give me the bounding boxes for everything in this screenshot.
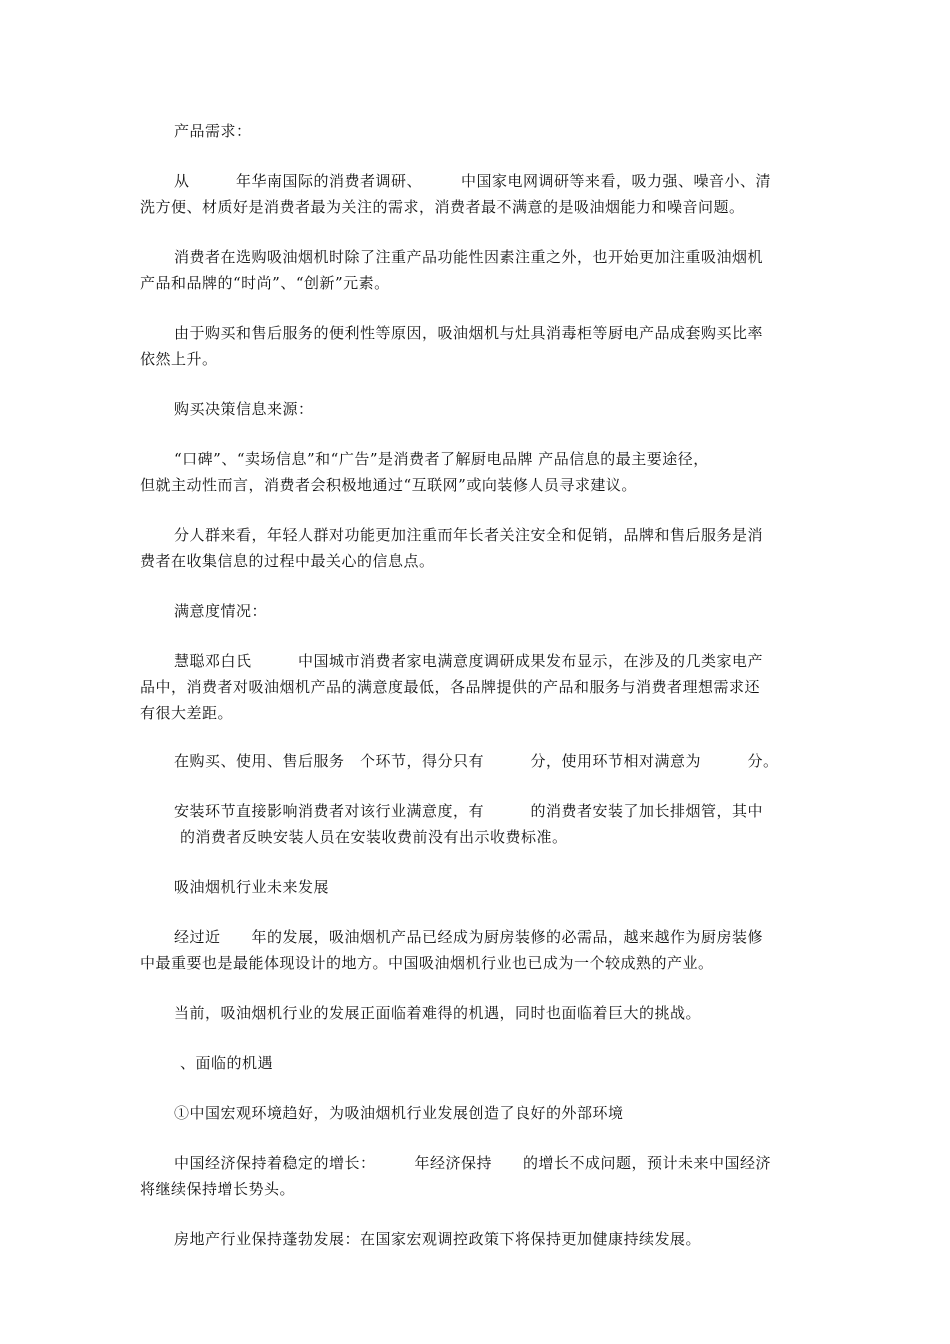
paragraph-line: 消费者在选购吸油烟机时除了注重产品功能性因素注重之外，也开始更加注重吸油烟机 [174, 248, 764, 266]
paragraph-line: “口碑”、“卖场信息”和“广告”是消费者了解厨电品牌 产品信息的最主要途径， [174, 450, 709, 468]
paragraph-line: 慧聪邓白氏 中国城市消费者家电满意度调研成果发布显示，在涉及的几类家电产 [174, 652, 764, 670]
heading-opportunities: 、面临的机遇 [180, 1054, 274, 1072]
paragraph-line: 中国经济保持着稳定的增长： 年经济保持 的增长不成问题，预计未来中国经济 [174, 1154, 772, 1172]
paragraph-line: 房地产行业保持蓬勃发展：在国家宏观调控政策下将保持更加健康持续发展。 [174, 1230, 702, 1248]
heading-info-source: 购买决策信息来源： [174, 400, 314, 418]
paragraph-line: 费者在收集信息的过程中最关心的信息点。 [140, 552, 435, 570]
paragraph-line: 经过近 年的发展，吸油烟机产品已经成为厨房装修的必需品，越来越作为厨房装修 [174, 928, 764, 946]
paragraph-line: 品中，消费者对吸油烟机产品的满意度最低，各品牌提供的产品和服务与消费者理想需求还 [140, 678, 761, 696]
paragraph-line: 当前，吸油烟机行业的发展正面临着难得的机遇，同时也面临着巨大的挑战。 [174, 1004, 702, 1022]
paragraph-line: 但就主动性而言，消费者会积极地通过“互联网”或向装修人员寻求建议。 [140, 476, 637, 494]
heading-satisfaction: 满意度情况： [174, 602, 268, 620]
paragraph-line: 中最重要也是最能体现设计的地方。中国吸油烟机行业也已成为一个较成熟的产业。 [140, 954, 714, 972]
paragraph-line: 在购买、使用、售后服务 个环节，得分只有 分，使用环节相对满意为 分。 [174, 752, 779, 770]
heading-future-development: 吸油烟机行业未来发展 [174, 878, 330, 896]
paragraph-line: 依然上升。 [140, 350, 218, 368]
paragraph-line: 将继续保持增长势头。 [140, 1180, 296, 1198]
paragraph-line: 安装环节直接影响消费者对该行业满意度，有 的消费者安装了加长排烟管，其中 [174, 802, 764, 820]
paragraph-line: 分人群来看，年轻人群对功能更加注重而年长者关注安全和促销，品牌和售后服务是消 [174, 526, 764, 544]
paragraph-line: 的消费者反映安装人员在安装收费前没有出示收费标准。 [180, 828, 568, 846]
heading-product-demand: 产品需求： [174, 122, 252, 140]
paragraph-line: 洗方便、材质好是消费者最为关注的需求，消费者最不满意的是吸油烟能力和噪音问题。 [140, 198, 745, 216]
paragraph-line: 产品和品牌的“时尚”、“创新”元素。 [140, 274, 390, 292]
paragraph-line: 从 年华南国际的消费者调研、 中国家电网调研等来看，吸力强、噪音小、清 [174, 172, 772, 190]
paragraph-line: ①中国宏观环境趋好，为吸油烟机行业发展创造了良好的外部环境 [174, 1104, 624, 1122]
paragraph-line: 有很大差距。 [140, 704, 234, 722]
paragraph-line: 由于购买和售后服务的便利性等原因，吸油烟机与灶具消毒柜等厨电产品成套购买比率 [174, 324, 764, 342]
